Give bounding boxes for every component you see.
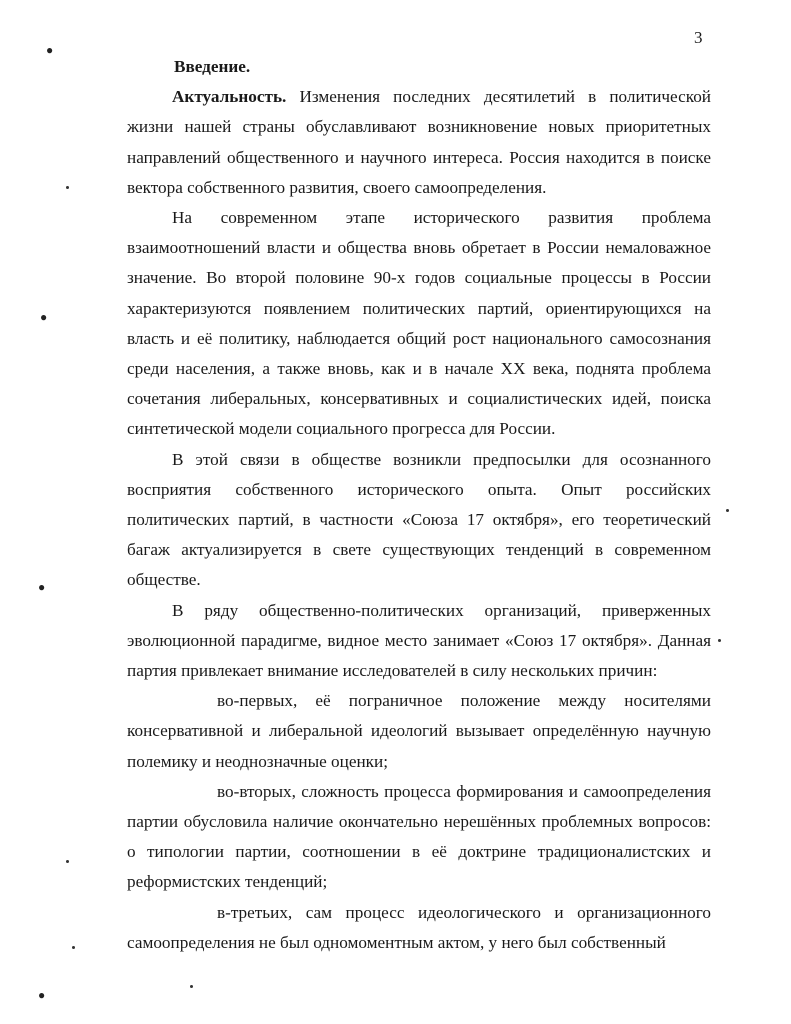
scan-mark-1: ● [46,43,54,57]
relevance-text: Изменения последних десятилетий в политической жизни нашей страны обуславливают возникновение новых приоритетных направлений общественного и научного интереса. Россия находится в поиске вектора собственного развития, своего самоопределения. [127,87,711,197]
scan-mark-4: ● [38,988,46,1002]
section-heading: Введение. [174,57,251,76]
page-number: 3 [694,28,703,47]
paragraph-2: На современном этапе исторического развития проблема взаимоотношений власти и общества вновь обретает в России немаловажное значение. Во второй половине 90-х годов социальные процессы в России характеризуются появлением политических партий, ориентирующихся на власть и её политику, наблюдается общий рост национального самосознания среди населения, а также вновь, как и в начале XX века, поднята проблема сочетания либеральных, консервативных и социалистических идей, поиска синтетической модели социального прогресса для России. [127,208,711,439]
list-item-second: во-вторых, сложность процесса формирования и самоопределения партии обусловила наличие окончательно нерешённых проблемных вопросов: о типологии партии, соотношении в её доктрине традиционалистских и реформистских тенденций; [127,781,711,892]
paragraph-3: В этой связи в обществе возникли предпосылки для осознанного восприятия собственного исторического опыта. Опыт российских политических партий, в частности «Союза 17 октября», его теоретический багаж актуализируется в свете существующих тенденций в современном обществе. [127,449,711,590]
scan-speck-2 [66,860,69,863]
scan-speck-5 [726,509,729,512]
scan-mark-2: ● [40,310,48,324]
relevance-label: Актуальность. [172,87,287,107]
scan-speck-1 [66,186,69,189]
list-item-third: в-третьих, сам процесс идеологического и организационного самоопределения не был одномоментным актом, у него был собственный [127,902,711,952]
scan-mark-3: ● [38,580,46,594]
document-body [127,52,711,958]
list-item-first: во-первых, её пограничное положение между носителями консервативной и либеральной идеологий вызывает определённую научную полемику и неоднозначные оценки; [127,691,711,771]
paragraph-relevance [127,82,711,203]
scan-speck-6 [718,639,721,642]
scan-speck-4 [190,985,193,988]
paragraph-4: В ряду общественно-политических организаций, приверженных эволюционной парадигме, видное место занимает «Союз 17 октября». Данная партия привлекает внимание исследователей в силу нескольких причин: [127,600,711,681]
scan-speck-3 [72,946,75,949]
